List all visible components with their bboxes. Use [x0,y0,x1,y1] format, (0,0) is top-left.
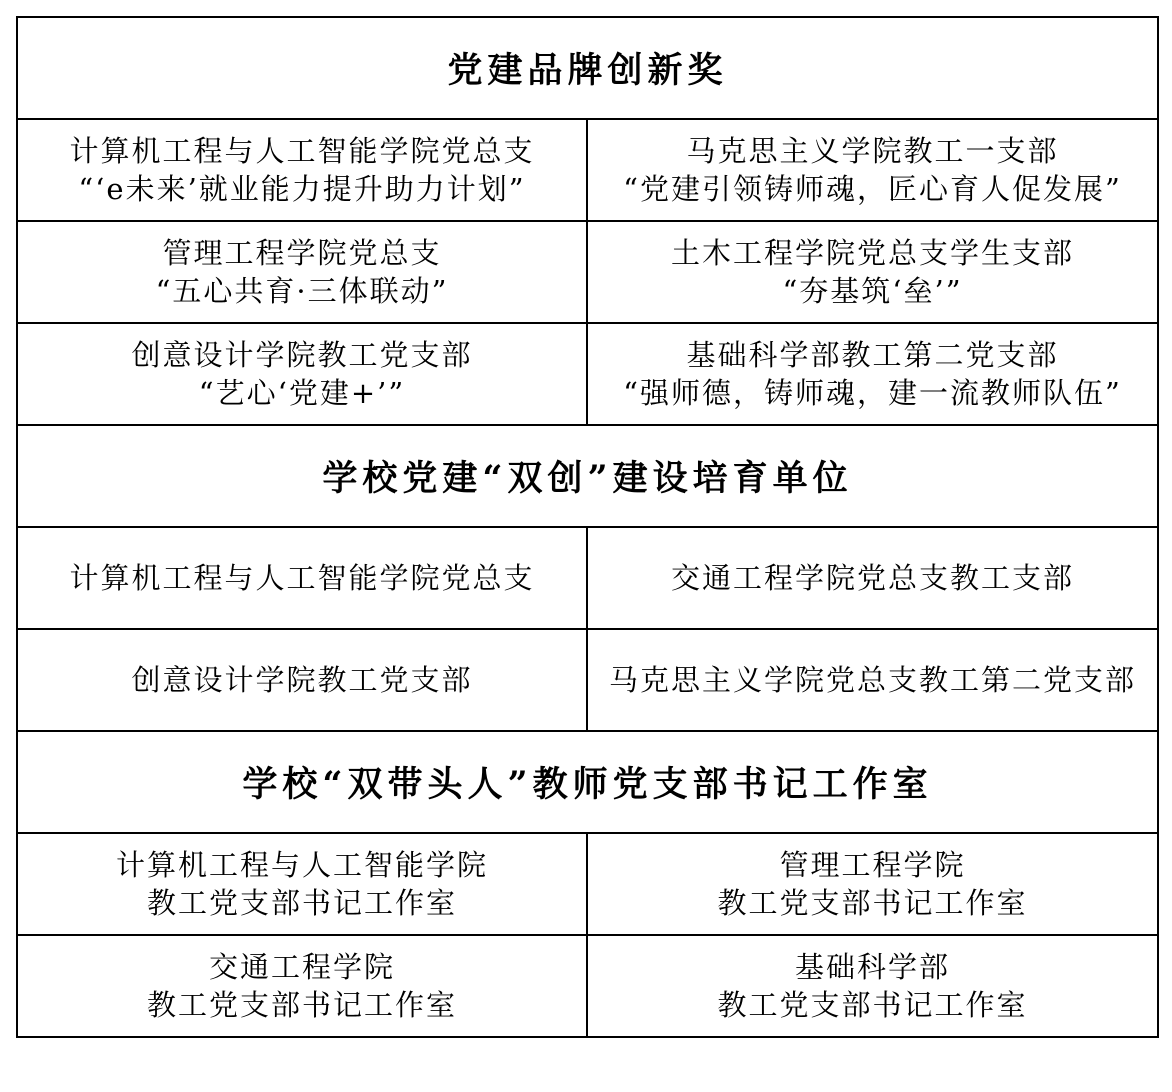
table-row [17,935,1158,1037]
section-title-dual-leader-studios: 学校“双带头人”教师党支部书记工作室 [17,731,1158,833]
table-cell [587,221,1158,323]
table-cell [17,221,587,323]
section-header-row [17,17,1158,119]
unit-name: 创意设计学院教工党支部 [131,338,473,372]
unit-name: 马克思主义学院党总支教工第二党支部 [609,663,1137,697]
unit-name: 土木工程学院党总支学生支部 [671,236,1075,270]
unit-name: 管理工程学院党总支 [162,236,442,270]
unit-name: 计算机工程与人工智能学院党总支 [69,134,535,168]
table-cell [17,323,587,425]
unit-name: 交通工程学院 [208,950,395,984]
table-cell [17,833,587,935]
studio-name: 教工党支部书记工作室 [717,988,1028,1022]
table-cell [17,935,587,1037]
table-cell [587,629,1158,731]
table-cell [587,935,1158,1037]
awards-table [16,16,1159,1038]
table-row [17,833,1158,935]
section-header-row [17,425,1158,527]
project-name: “艺心‘党建+’” [198,376,406,410]
project-name: “夯基筑‘垒’” [782,274,963,308]
unit-name: 管理工程学院 [779,848,966,882]
table-row [17,221,1158,323]
unit-name: 基础科学部 [795,950,951,984]
project-name: “‘e未来’就业能力提升助力计划” [78,172,526,206]
project-name: “党建引领铸师魂，匠心育人促发展” [623,172,1122,206]
studio-name: 教工党支部书记工作室 [146,886,457,920]
table-row [17,527,1158,629]
studio-name: 教工党支部书记工作室 [146,988,457,1022]
table-cell [587,833,1158,935]
table-cell [17,119,587,221]
table-cell [587,323,1158,425]
table-cell [17,629,587,731]
section-title-party-brand-innovation-award: 党建品牌创新奖 [17,17,1158,119]
studio-name: 教工党支部书记工作室 [717,886,1028,920]
table-cell [587,527,1158,629]
table-cell [587,119,1158,221]
project-name: “五心共育·三体联动” [155,274,449,308]
table-cell [17,527,587,629]
unit-name: 计算机工程与人工智能学院 [115,848,488,882]
section-header-row [17,731,1158,833]
table-row [17,323,1158,425]
table-row [17,119,1158,221]
project-name: “强师德，铸师魂，建一流教师队伍” [623,376,1122,410]
unit-name: 创意设计学院教工党支部 [131,663,473,697]
unit-name: 计算机工程与人工智能学院党总支 [69,561,535,595]
unit-name: 基础科学部教工第二党支部 [686,338,1059,372]
table-row [17,629,1158,731]
unit-name: 马克思主义学院教工一支部 [686,134,1059,168]
unit-name: 交通工程学院党总支教工支部 [671,561,1075,595]
section-title-dual-creation-units: 学校党建“双创”建设培育单位 [17,425,1158,527]
